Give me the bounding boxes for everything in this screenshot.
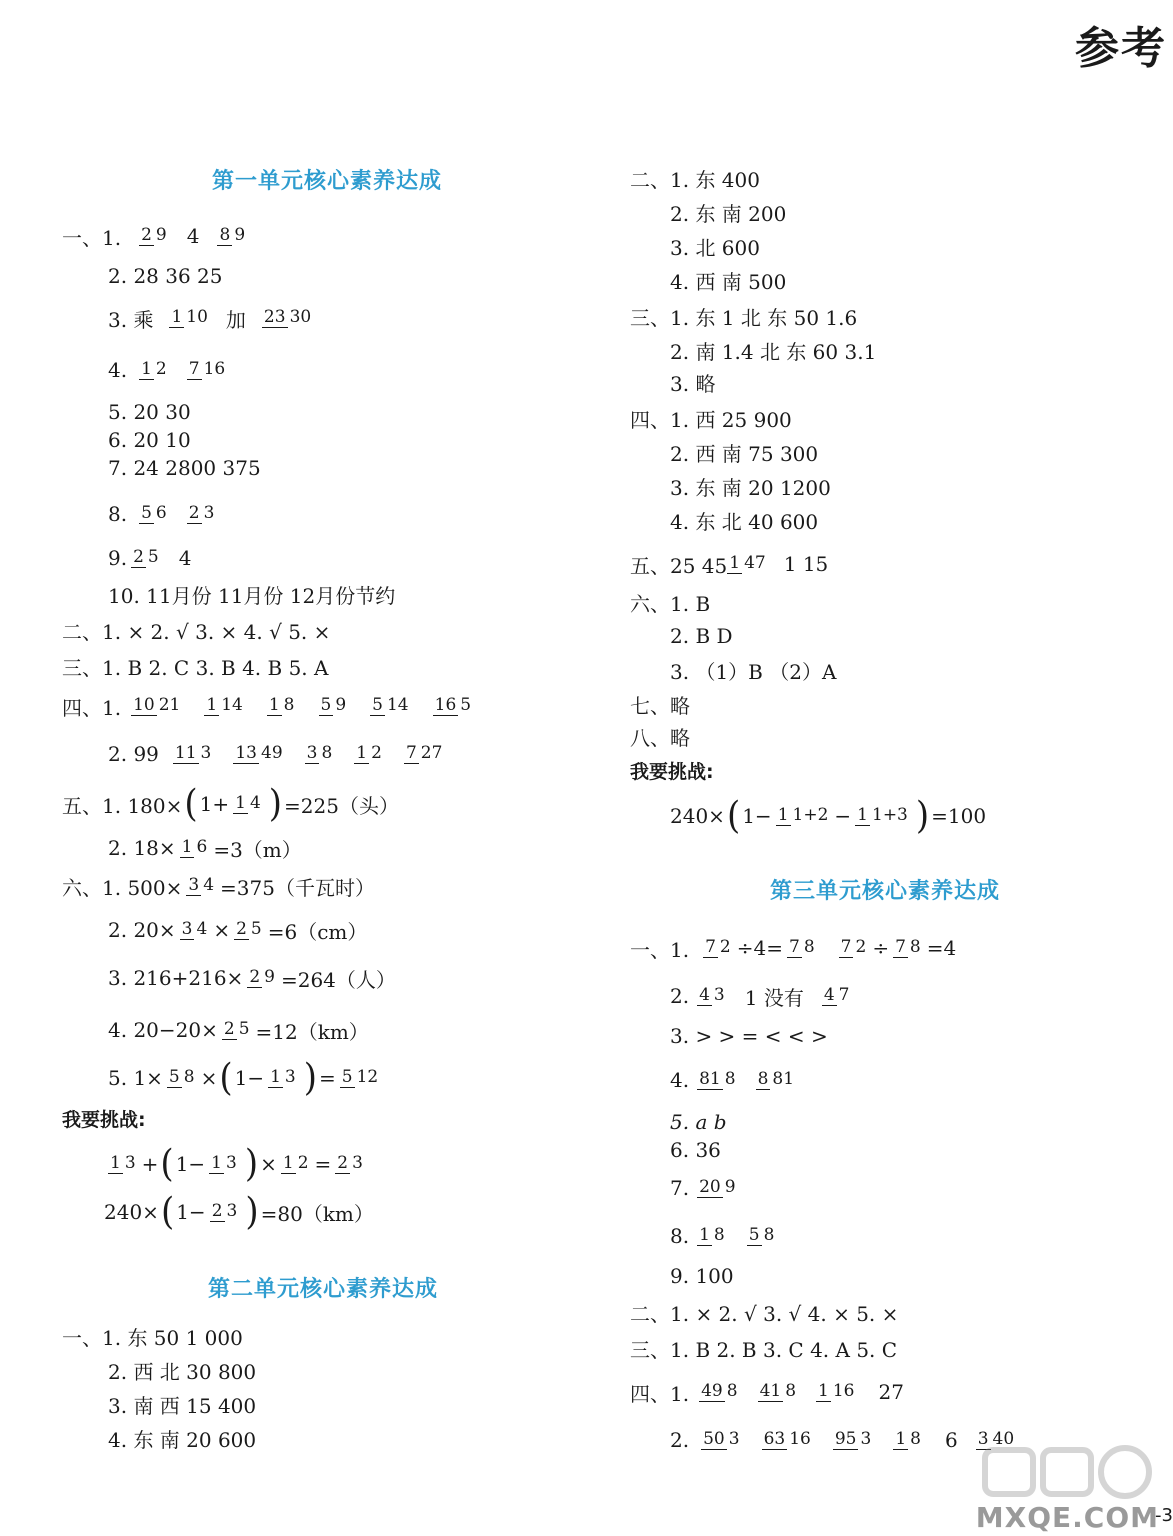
u2-answer-1-1: 一、1. 东 50 1 000: [62, 1325, 243, 1350]
fraction: 2 3: [337, 1153, 363, 1173]
paren-open: (: [160, 1190, 175, 1234]
u3-answer-1-3: 3. > > = < < >: [670, 1024, 828, 1048]
label: 7.: [670, 1176, 690, 1200]
u3-answer-4-1: [630, 1370, 904, 1414]
expr: 240×: [670, 804, 725, 828]
expr: =: [314, 1152, 332, 1176]
answer-6-3: [108, 956, 396, 1000]
fraction: 16 5: [434, 695, 472, 715]
answer-2: 二、1. × 2. √ 3. × 4. √ 5. ×: [62, 619, 331, 644]
expr: −: [834, 804, 852, 828]
fraction: 2 5: [223, 1019, 250, 1039]
u3-answer-1-1: [630, 926, 956, 970]
answer-1-2: 2. 28 36 25: [108, 264, 223, 288]
expr: 1−: [176, 1200, 206, 1224]
fraction: 81 8: [699, 1069, 736, 1089]
fraction: 2 9: [141, 225, 167, 245]
fraction-list: [127, 696, 491, 716]
expr: ×: [213, 918, 231, 942]
fraction: 1 16: [818, 1381, 855, 1401]
u2-answer-1-4: 4. 东 南 20 600: [108, 1427, 257, 1452]
fraction: 1 4: [235, 793, 261, 813]
fraction: 2 3: [211, 1201, 238, 1221]
u3-answer-1-5: 5. a b: [670, 1110, 727, 1134]
expr: 五、1. 180×: [62, 793, 183, 818]
fraction: 5 9: [320, 695, 347, 715]
expr: =12（km）: [255, 1019, 369, 1044]
challenge-label-2: 我要挑战:: [630, 760, 714, 783]
fraction: 1 2: [282, 1153, 309, 1173]
u2-answer-6-1: 六、1. B: [630, 591, 711, 616]
challenge-label: 我要挑战:: [62, 1108, 146, 1131]
expr: =264（人）: [280, 967, 396, 992]
answer-1-1: [62, 214, 251, 258]
page-title: 参考: [1075, 23, 1167, 74]
expr: 1 没有: [744, 985, 804, 1010]
u2-answer-2-4: 4. 西 南 500: [670, 269, 787, 294]
fraction: 1 1+3: [857, 805, 908, 825]
answer-4-1: [62, 684, 491, 728]
u2-answer-6-2: 2. B D: [670, 624, 733, 648]
fraction: 2 9: [249, 967, 275, 987]
expr: =375（千瓦时）: [220, 875, 375, 900]
u2-answer-4-1: 四、1. 西 25 900: [630, 407, 792, 432]
answer-4-2: [108, 732, 460, 776]
fraction: 2 3: [188, 503, 215, 523]
fraction: 63 16: [763, 1429, 811, 1449]
fraction: 2 5: [236, 919, 262, 939]
fraction: 50 3: [703, 1429, 740, 1449]
value: 6: [944, 1428, 958, 1452]
fraction: 11 3: [174, 743, 212, 763]
value: 4: [178, 546, 192, 570]
u3-answer-1-2: [670, 974, 856, 1018]
expr: 1+: [199, 792, 230, 816]
fraction: 1 14: [206, 695, 243, 715]
fraction: 8 9: [219, 225, 246, 245]
label: 8.: [108, 502, 128, 526]
fraction: 1 3: [270, 1067, 296, 1087]
fraction: 5 8: [748, 1225, 775, 1245]
label: 3. 乘: [108, 307, 154, 332]
fraction: 5 14: [372, 695, 409, 715]
expr: ÷4=: [736, 936, 783, 960]
u2-answer-4-4: 4. 东 北 40 600: [670, 509, 819, 534]
expr: ×: [260, 1152, 277, 1176]
u2-answer-2-3: 3. 北 600: [670, 235, 760, 260]
paren-open: (: [160, 1142, 174, 1186]
fraction: 5 12: [341, 1067, 379, 1087]
fraction: 20 9: [699, 1177, 736, 1197]
u3-answer-1-9: 9. 100: [670, 1264, 734, 1288]
u3-answer-1-6: 6. 36: [670, 1138, 721, 1162]
label: 四、1.: [630, 1381, 690, 1406]
u3-answer-2: 二、1. × 2. √ 3. √ 4. × 5. ×: [630, 1301, 899, 1326]
u2-answer-7: 七、略: [630, 693, 690, 718]
fraction: 1 1+2: [777, 805, 829, 825]
fraction: 1 8: [895, 1429, 921, 1449]
u2-answer-3-1: 三、1. 东 1 北 东 50 1.6: [630, 305, 858, 330]
u2-answer-3-3: 3. 略: [670, 371, 716, 396]
label: 8.: [670, 1224, 690, 1248]
answer-1-8: [108, 492, 220, 536]
u2-answer-2-2: 2. 东 南 200: [670, 201, 787, 226]
u3-answer-1-4: [670, 1058, 800, 1102]
fraction: 1 3: [110, 1153, 136, 1173]
paren-close: ): [245, 1190, 259, 1234]
answer-1-4: [108, 348, 231, 392]
expr: =80（km）: [260, 1201, 374, 1226]
u3-answer-1-7: [670, 1166, 742, 1210]
value: 4: [186, 224, 200, 248]
paren-open: (: [184, 782, 198, 826]
fraction: 8 81: [757, 1069, 795, 1089]
label: 4.: [108, 358, 128, 382]
unit2-heading: 第二单元核心素养达成: [208, 1277, 439, 1302]
paren-close: ): [268, 782, 283, 826]
label: 9.: [108, 546, 128, 570]
expr: 1−: [742, 804, 772, 828]
label: 2. 99: [108, 742, 159, 766]
paren-close: ): [915, 794, 930, 838]
expr: =225（头）: [284, 793, 399, 818]
u2-answer-3-2: 2. 南 1.4 北 东 60 3.1: [670, 339, 877, 364]
expr: +: [141, 1152, 159, 1176]
u2-answer-6-3: 3. （1）B （2）A: [670, 659, 837, 684]
expr: 4. 20−20×: [108, 1018, 218, 1042]
expr: =100: [931, 804, 987, 828]
expr: =3（m）: [213, 837, 302, 862]
value: 27: [878, 1380, 904, 1404]
expr: ÷: [872, 936, 890, 960]
fraction: 1 47: [729, 553, 766, 573]
watermark-site: MXQE.COM: [975, 1501, 1159, 1534]
fraction: 13 49: [235, 743, 283, 763]
fraction-list: [695, 1382, 870, 1402]
challenge-line-2: [104, 1190, 374, 1234]
paren-close: ): [244, 1142, 259, 1186]
fraction: 7 8: [895, 937, 921, 957]
fraction: 4 7: [823, 985, 850, 1005]
answer-1-6: 6. 20 10: [108, 428, 191, 452]
u2-answer-1-2: 2. 西 北 30 800: [108, 1359, 257, 1384]
expr: 1−: [234, 1066, 265, 1090]
fraction-list: [169, 744, 461, 764]
expr: 5. 1×: [108, 1066, 163, 1090]
word: 加: [225, 307, 246, 332]
paren-open: (: [726, 794, 741, 838]
fraction: 7 16: [188, 359, 226, 379]
u2-answer-1-3: 3. 南 西 15 400: [108, 1393, 257, 1418]
answer-6-1: [62, 864, 375, 908]
fraction: 1 6: [181, 837, 208, 857]
label: 四、1.: [62, 695, 122, 720]
answer-1-3: [108, 296, 317, 340]
expr: 240×: [104, 1200, 159, 1224]
u2-answer-4-2: 2. 西 南 75 300: [670, 441, 819, 466]
paren-open: (: [219, 1056, 233, 1100]
answer-6-4: [108, 1008, 369, 1052]
fraction: 1 10: [171, 307, 208, 327]
answer-1-10: 10. 11月份 11月份 12月份节约: [108, 583, 396, 608]
u3-answer-4-2: [670, 1418, 1020, 1462]
fraction: 3 4: [181, 919, 208, 939]
fraction: 7 2: [840, 937, 867, 957]
label: 4.: [670, 1068, 690, 1092]
label: 2.: [670, 984, 690, 1008]
fraction: 23 30: [263, 307, 312, 327]
answer-1-5: 5. 20 30: [108, 400, 191, 424]
expr: 1−: [175, 1152, 206, 1176]
expr: 1 15: [783, 552, 829, 576]
label: 一、1.: [630, 937, 690, 962]
unit1-heading: 第一单元核心素养达成: [212, 169, 443, 194]
u3-answer-3: 三、1. B 2. B 3. C 4. A 5. C: [630, 1337, 898, 1362]
fraction: 3 40: [977, 1429, 1015, 1449]
challenge-line-1: [104, 1142, 369, 1186]
label: 2.: [670, 1428, 690, 1452]
u2-answer-2-1: 二、1. 东 400: [630, 167, 760, 192]
fraction: 3 8: [306, 743, 333, 763]
fraction: 1 3: [211, 1153, 237, 1173]
paren-close: ): [303, 1056, 318, 1100]
answer-6-2: [108, 908, 367, 952]
answer-5-1: [62, 782, 399, 826]
expr: 六、1. 500×: [62, 875, 183, 900]
page-number: -3: [1155, 1505, 1173, 1526]
fraction: 5 8: [168, 1067, 195, 1087]
unit3-heading: 第三单元核心素养达成: [770, 879, 1001, 904]
fraction: 1 2: [356, 743, 382, 763]
expr: 五、25 45: [630, 553, 728, 578]
expr: 3. 216+216×: [108, 966, 244, 990]
fraction: 4 3: [699, 985, 725, 1005]
expr: =: [319, 1066, 336, 1090]
expr: =6（cm）: [267, 919, 368, 944]
fraction: 10 21: [133, 695, 181, 715]
u2-answer-8: 八、略: [630, 725, 690, 750]
u2-answer-4-3: 3. 东 南 20 1200: [670, 475, 831, 500]
fraction: 49 8: [701, 1381, 738, 1401]
fraction: 1 8: [699, 1225, 725, 1245]
fraction: 5 6: [141, 503, 167, 523]
expr: ×: [200, 1066, 218, 1090]
fraction-list: [697, 1430, 939, 1450]
fraction: 7 2: [705, 937, 731, 957]
fraction: 1 2: [141, 359, 167, 379]
u3-answer-1-8: [670, 1214, 780, 1258]
fraction: 2 5: [133, 547, 159, 567]
answer-1-7: 7. 24 2800 375: [108, 456, 261, 480]
expr: 2. 18×: [108, 836, 176, 860]
expr: =4: [926, 936, 957, 960]
fraction: 3 4: [188, 875, 215, 895]
fraction: 7 27: [405, 743, 443, 763]
answer-6-5: [108, 1056, 384, 1100]
fraction: 1 8: [268, 695, 295, 715]
fraction: 95 3: [834, 1429, 872, 1449]
fraction: 41 8: [759, 1381, 797, 1401]
challenge-2-line: [670, 794, 986, 838]
answer-3: 三、1. B 2. C 3. B 4. B 5. A: [62, 655, 329, 680]
fraction: 7 8: [789, 937, 815, 957]
label: 一、1.: [62, 225, 122, 250]
expr: 2. 20×: [108, 918, 176, 942]
